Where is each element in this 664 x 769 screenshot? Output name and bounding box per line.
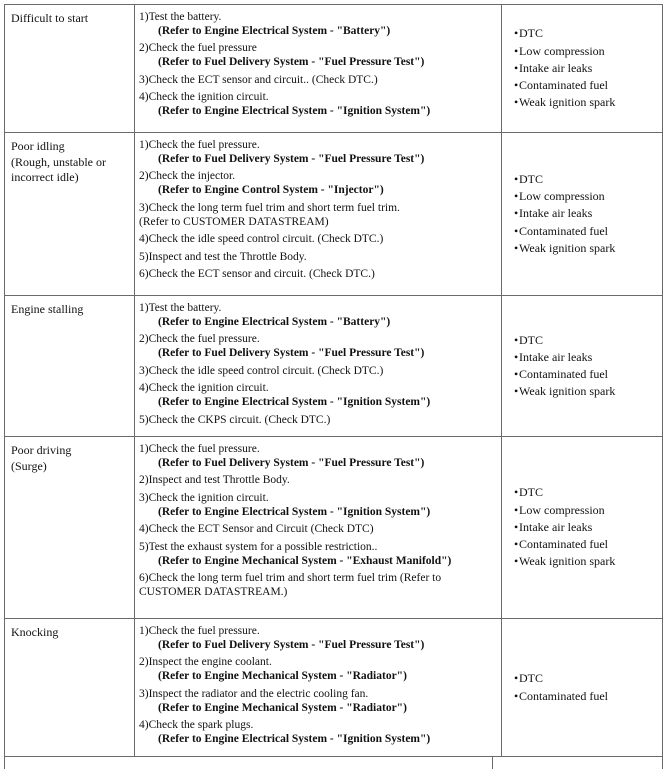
- step-text: 3)Check the long term fuel trim and short term fuel trim.: [139, 201, 400, 214]
- inspection-step: [139, 169, 499, 197]
- table-continuation-divider: [492, 756, 493, 769]
- table-row: [5, 133, 663, 296]
- possible-cause: [514, 670, 662, 687]
- step-text: 2)Check the fuel pressure.: [139, 333, 260, 346]
- step-text: 1)Check the fuel pressure.: [139, 443, 260, 455]
- possible-cause: [514, 205, 662, 222]
- cause-text: Contaminated fuel: [519, 223, 608, 238]
- possible-cause: [514, 349, 662, 366]
- possible-cause: [514, 188, 662, 205]
- bullet-icon: •: [514, 384, 519, 399]
- possible-cause: [514, 25, 662, 42]
- step-text: 3)Check the ECT sensor and circuit.. (Check DTC.): [139, 73, 378, 86]
- possible-cause: [514, 383, 662, 400]
- possible-cause: [514, 240, 662, 257]
- inspection-step: [139, 364, 499, 378]
- step-text: 4)Check the ECT Sensor and Circuit (Check DTC): [139, 523, 374, 536]
- inspection-step: [139, 540, 499, 568]
- cause-text: Intake air leaks: [519, 349, 593, 364]
- bullet-icon: •: [514, 223, 519, 238]
- step-reference: (Refer to Engine Mechanical System - "Radiator"): [158, 670, 407, 683]
- cause-text: Weak ignition spark: [519, 554, 616, 569]
- possible-causes-cell: [502, 437, 663, 619]
- step-reference: (Refer to Fuel Delivery System - "Fuel Pressure Test"): [158, 153, 425, 165]
- symptom-line: Poor idling: [11, 139, 65, 153]
- possible-cause: [514, 688, 662, 705]
- inspection-step: [139, 442, 499, 470]
- cause-text: DTC: [519, 26, 543, 41]
- possible-cause: [514, 77, 662, 94]
- inspection-step: [139, 90, 499, 118]
- step-reference: (Refer to Engine Electrical System - "Ignition System"): [158, 396, 431, 409]
- bullet-icon: •: [514, 240, 519, 255]
- inspection-step: [139, 10, 499, 38]
- possible-cause: [514, 536, 662, 553]
- inspection-step: [139, 201, 499, 229]
- step-text: 4)Check the ignition circuit.: [139, 91, 269, 104]
- step-reference: (Refer to Engine Electrical System - "Ignition System"): [158, 105, 431, 118]
- table-row: [5, 296, 663, 437]
- cause-text: Intake air leaks: [519, 519, 593, 534]
- inspection-step: [139, 301, 499, 329]
- bullet-icon: •: [514, 95, 519, 110]
- inspection-step: [139, 571, 499, 599]
- step-text: 2)Inspect and test Throttle Body.: [139, 474, 290, 487]
- cause-text: DTC: [519, 485, 543, 500]
- bullet-icon: •: [514, 519, 519, 534]
- possible-causes-cell: [502, 5, 663, 133]
- possible-causes-cell: [502, 133, 663, 296]
- cause-text: DTC: [519, 332, 543, 347]
- inspection-step: [139, 718, 499, 746]
- cause-text: Contaminated fuel: [519, 537, 608, 552]
- symptom-line: incorrect idle): [11, 170, 79, 184]
- inspection-steps-cell: [135, 5, 502, 133]
- step-text: 2)Inspect the engine coolant.: [139, 656, 272, 669]
- possible-cause: [514, 223, 662, 240]
- bullet-icon: •: [514, 671, 519, 686]
- bullet-icon: •: [514, 485, 519, 500]
- inspection-step: [139, 413, 499, 427]
- inspection-step: [139, 473, 499, 487]
- step-text-continued: CUSTOMER DATASTREAM.): [139, 585, 288, 598]
- cause-text: Weak ignition spark: [519, 384, 616, 399]
- step-reference: (Refer to Engine Control System - "Injector"): [158, 184, 384, 197]
- step-reference: (Refer to Engine Mechanical System - "Exhaust Manifold"): [158, 554, 452, 567]
- step-text: 2)Check the injector.: [139, 170, 236, 183]
- step-reference: (Refer to Engine Electrical System - "Ignition System"): [158, 505, 431, 518]
- step-text: 1)Check the fuel pressure.: [139, 625, 260, 637]
- step-text: 5)Check the CKPS circuit. (Check DTC.): [139, 413, 331, 426]
- possible-causes-cell: [502, 619, 663, 757]
- cause-text: Contaminated fuel: [519, 78, 608, 93]
- bullet-icon: •: [514, 43, 519, 58]
- bullet-icon: •: [514, 502, 519, 517]
- cause-text: Intake air leaks: [519, 60, 593, 75]
- symptom-line: Poor driving: [11, 443, 72, 457]
- inspection-step: [139, 491, 499, 519]
- bullet-icon: •: [514, 189, 519, 204]
- inspection-step: [139, 267, 499, 281]
- inspection-step: [139, 381, 499, 409]
- step-text: 5)Inspect and test the Throttle Body.: [139, 250, 307, 263]
- inspection-step: [139, 41, 499, 69]
- inspection-step: [139, 522, 499, 536]
- step-reference: (Refer to Engine Electrical System - "Battery"): [158, 25, 391, 37]
- step-text: 4)Check the spark plugs.: [139, 719, 254, 732]
- bullet-icon: •: [514, 206, 519, 221]
- step-text: 2)Check the fuel pressure: [139, 42, 257, 55]
- step-reference: (Refer to Engine Electrical System - "Battery"): [158, 316, 391, 328]
- possible-cause: [514, 553, 662, 570]
- symptom-line: (Surge): [11, 458, 47, 473]
- bullet-icon: •: [514, 537, 519, 552]
- step-text: 5)Test the exhaust system for a possible restriction..: [139, 540, 378, 553]
- inspection-step: [139, 655, 499, 683]
- inspection-step: [139, 138, 499, 166]
- bullet-icon: •: [514, 367, 519, 381]
- cause-text: Low compression: [519, 189, 605, 204]
- inspection-steps-cell: [135, 437, 502, 619]
- bullet-icon: •: [514, 171, 519, 186]
- bullet-icon: •: [514, 349, 519, 364]
- symptom-line: Difficult to start: [11, 11, 89, 25]
- inspection-steps-cell: [135, 133, 502, 296]
- inspection-step: [139, 232, 499, 246]
- cause-text: Low compression: [519, 43, 605, 58]
- cause-text: DTC: [519, 171, 543, 186]
- inspection-step: [139, 73, 499, 87]
- symptom-cell: [5, 133, 135, 296]
- symptom-cell: [5, 619, 135, 757]
- step-reference: (Refer to Fuel Delivery System - "Fuel Pressure Test"): [158, 56, 425, 69]
- bullet-icon: •: [514, 78, 519, 93]
- possible-cause: [514, 60, 662, 77]
- step-reference: (Refer to Engine Electrical System - "Ignition System"): [158, 733, 431, 746]
- cause-text: Intake air leaks: [519, 206, 593, 221]
- step-reference: (Refer to Fuel Delivery System - "Fuel Pressure Test"): [158, 347, 425, 360]
- cause-text: Weak ignition spark: [519, 95, 616, 110]
- inspection-step: [139, 250, 499, 264]
- possible-causes-cell: [502, 296, 663, 437]
- troubleshooting-table: [4, 4, 663, 757]
- inspection-steps-cell: [135, 619, 502, 757]
- symptom-cell: [5, 5, 135, 133]
- symptom-line: Engine stalling: [11, 302, 84, 316]
- possible-cause: [514, 484, 662, 501]
- step-text: 3)Inspect the radiator and the electric cooling fan.: [139, 687, 369, 700]
- bullet-icon: •: [514, 688, 519, 703]
- possible-cause: [514, 519, 662, 536]
- step-text: 6)Check the ECT sensor and circuit. (Check DTC.): [139, 267, 375, 280]
- table-row: [5, 619, 663, 757]
- step-reference: (Refer to Engine Mechanical System - "Radiator"): [158, 701, 407, 714]
- possible-cause: [514, 94, 662, 111]
- possible-cause: [514, 332, 662, 349]
- step-text: 6)Check the long term fuel trim and short term fuel trim (Refer to: [139, 571, 442, 584]
- cause-text: Low compression: [519, 502, 605, 517]
- bullet-icon: •: [514, 26, 519, 41]
- inspection-step: [139, 624, 499, 652]
- step-text: 4)Check the ignition circuit.: [139, 382, 269, 395]
- table-continuation: [4, 756, 663, 769]
- cause-text: DTC: [519, 671, 543, 686]
- inspection-step: [139, 687, 499, 715]
- bullet-icon: •: [514, 332, 519, 347]
- step-text: 1)Test the battery.: [139, 11, 222, 23]
- step-text: 1)Check the fuel pressure.: [139, 139, 260, 151]
- symptom-line: (Rough, unstable or: [11, 154, 106, 169]
- step-reference: (Refer to Fuel Delivery System - "Fuel Pressure Test"): [158, 639, 425, 651]
- symptom-cell: [5, 296, 135, 437]
- symptom-line: Knocking: [11, 625, 59, 639]
- cause-text: Contaminated fuel: [519, 367, 608, 381]
- table-row: [5, 5, 663, 133]
- step-text: 3)Check the idle speed control circuit. (Check DTC.): [139, 364, 384, 377]
- inspection-step: [139, 332, 499, 360]
- step-text: 1)Test the battery.: [139, 302, 222, 314]
- step-text: 4)Check the idle speed control circuit. (Check DTC.): [139, 233, 384, 246]
- possible-cause: [514, 171, 662, 188]
- possible-cause: [514, 43, 662, 60]
- table-row: [5, 437, 663, 619]
- possible-cause: [514, 502, 662, 519]
- bullet-icon: •: [514, 554, 519, 569]
- symptom-cell: [5, 437, 135, 619]
- step-text-continued: (Refer to CUSTOMER DATASTREAM): [139, 215, 329, 228]
- bullet-icon: •: [514, 60, 519, 75]
- cause-text: Contaminated fuel: [519, 688, 608, 703]
- step-reference: (Refer to Fuel Delivery System - "Fuel Pressure Test"): [158, 457, 425, 469]
- inspection-steps-cell: [135, 296, 502, 437]
- possible-cause: [514, 366, 662, 383]
- step-text: 3)Check the ignition circuit.: [139, 491, 269, 504]
- cause-text: Weak ignition spark: [519, 240, 616, 255]
